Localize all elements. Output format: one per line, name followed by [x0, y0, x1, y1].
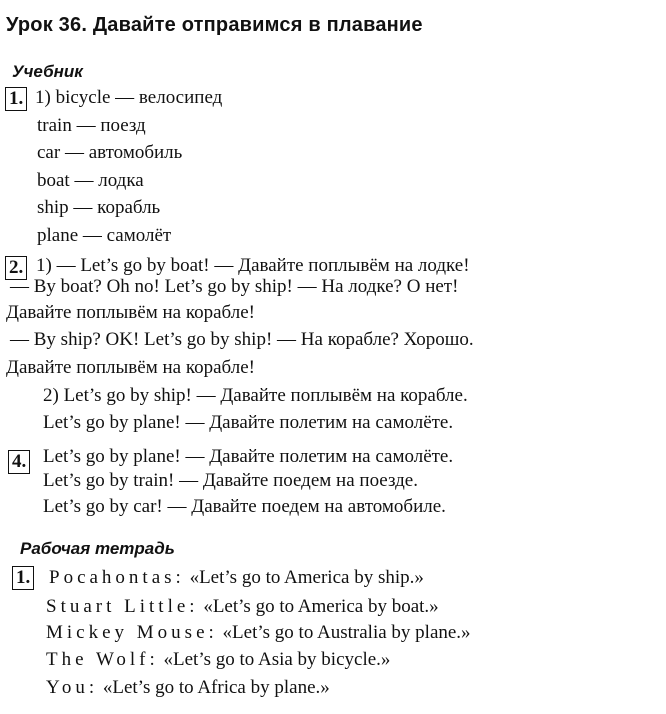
character-quote: «Let’s go to America by ship.»	[189, 567, 424, 588]
character-quote-line	[46, 648, 390, 672]
character-quote-line	[46, 676, 330, 700]
exercise-number: 1.	[5, 87, 27, 111]
exercise-number: 1.	[12, 566, 34, 590]
character-quote: «Let’s go to America by boat.»	[203, 596, 439, 617]
sentence-line: Let’s go by car! — Давайте поедем на автомобиле.	[43, 496, 446, 517]
character-quote-line	[46, 595, 439, 619]
character-name: The Wolf:	[46, 649, 159, 670]
lesson-title: Урок 36. Давайте отправимся в плавание	[6, 14, 423, 36]
character-name: Stuart Little:	[46, 596, 199, 617]
section-heading-workbook: Рабочая тетрадь	[20, 539, 175, 558]
vocab-line: 1) bicycle — велосипед	[35, 87, 223, 108]
vocab-line: car — автомобиль	[37, 142, 183, 163]
exercise-number: 4.	[8, 450, 30, 474]
character-quote-line	[46, 621, 471, 645]
character-name: You:	[46, 677, 99, 698]
dialogue-line: Давайте поплывём на корабле!	[6, 357, 255, 378]
character-name: Pocahontas:	[49, 567, 185, 588]
dialogue-line: — By boat? Oh no! Let’s go by ship! — На лодке? О нет!	[10, 276, 459, 297]
dialogue-line: — By ship? OK! Let’s go by ship! — На корабле? Хорошо.	[10, 329, 474, 350]
section-heading-textbook: Учебник	[12, 62, 83, 81]
character-quote: «Let’s go to Africa by plane.»	[102, 677, 330, 698]
dialogue-line: 2) Let’s go by ship! — Давайте поплывём на корабле.	[43, 385, 468, 406]
vocab-line: boat — лодка	[37, 170, 144, 191]
vocab-line: plane — самолёт	[37, 225, 172, 246]
character-quote: «Let’s go to Asia by bicycle.»	[163, 649, 391, 670]
exercise-number: 2.	[5, 256, 27, 280]
vocab-line: ship — корабль	[37, 197, 161, 218]
vocab-line: train — поезд	[37, 115, 146, 136]
character-quote: «Let’s go to Australia by plane.»	[222, 622, 471, 643]
character-quote-line	[49, 566, 424, 590]
character-name: Mickey Mouse:	[46, 622, 218, 643]
dialogue-line: Let’s go by plane! — Давайте полетим на самолёте.	[43, 412, 454, 433]
dialogue-line: 1) — Let’s go by boat! — Давайте поплывём на лодке!	[36, 255, 470, 276]
dialogue-line: Давайте поплывём на корабле!	[6, 302, 255, 323]
sentence-line: Let’s go by train! — Давайте поедем на поезде.	[43, 470, 418, 491]
sentence-line: Let’s go by plane! — Давайте полетим на самолёте.	[43, 446, 454, 467]
